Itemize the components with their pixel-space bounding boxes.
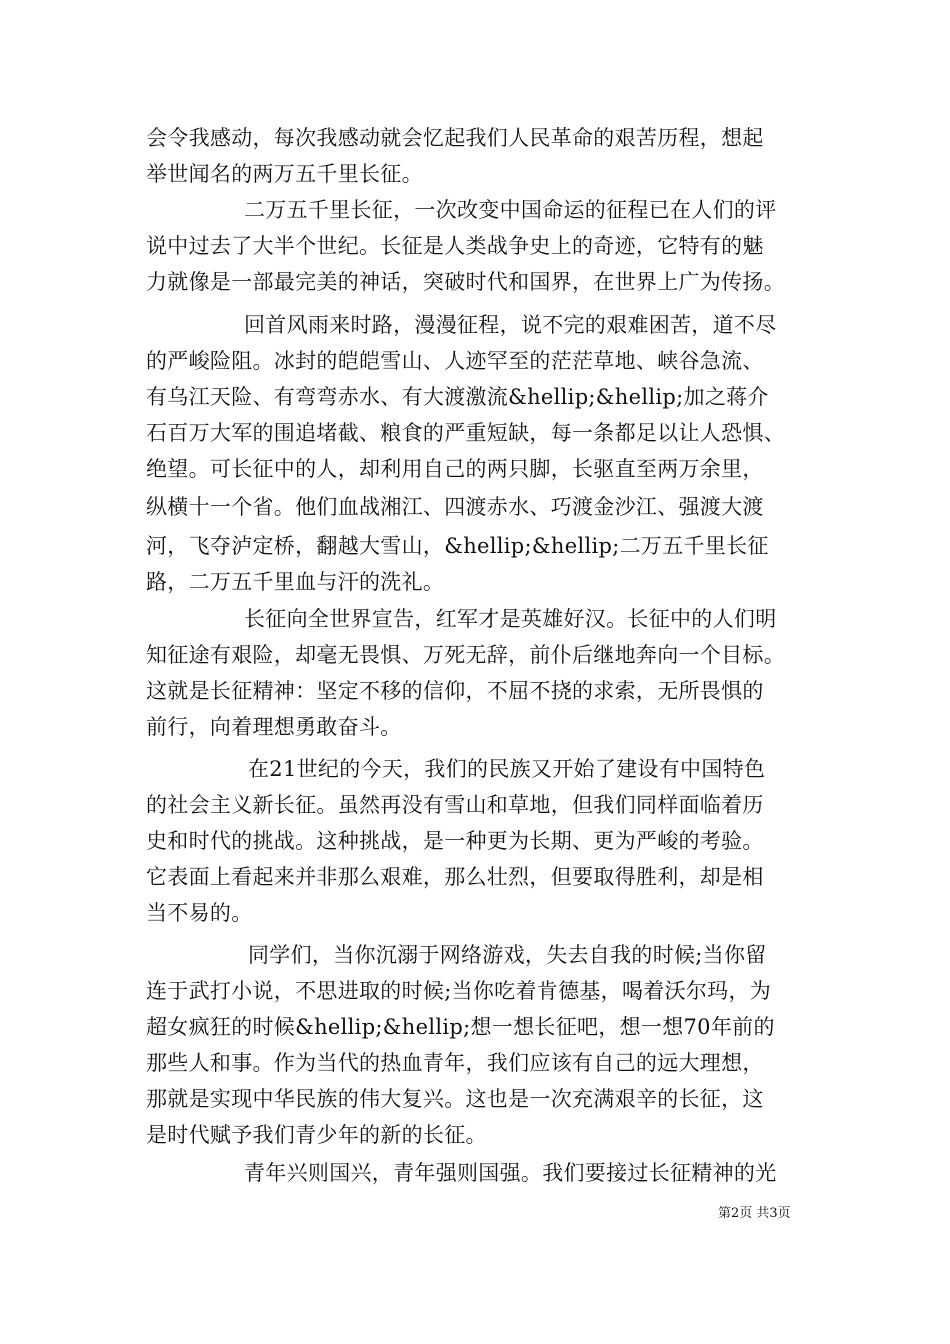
text-line: 回首风雨来时路，漫漫征程，说不完的艰难困苦，道不尽 [244,313,777,337]
text-line: 连于武打小说，不思进取的时候;当你吃着肯德基，喝着沃尔玛，为 [146,979,772,1003]
text-line: 力就像是一部最完美的神话，突破时代和国界，在世界上广为传扬。 [146,270,785,294]
text-line: 河，飞夺泸定桥，翻越大雪山，&hellip;&hellip;二万五千里长征 [146,534,769,558]
text-line: 同学们，当你沉溺于网络游戏，失去自我的时候;当你留 [248,943,767,967]
text-line: 那就是实现中华民族的伟大复兴。这也是一次充满艰辛的长征，这 [146,1087,764,1111]
text-line: 举世闻名的两万五千里长征。 [146,162,423,186]
text-line: 绝望。可长征中的人，却利用自己的两只脚，长驱直至两万余里， [146,457,764,481]
text-line: 说中过去了大半个世纪。长征是人类战争史上的奇迹，它特有的魅 [146,234,764,258]
text-line: 有乌江天险、有弯弯赤水、有大渡激流&hellip;&hellip;加之蒋介 [146,385,769,409]
text-line: 当不易的。 [146,901,253,925]
text-line: 史和时代的挑战。这种挑战，是一种更为长期、更为严峻的考验。 [146,829,764,853]
text-line: 超女疯狂的时候&hellip;&hellip;想一想长征吧，想一想70年前的 [146,1015,775,1039]
text-line: 是时代赋予我们青少年的新的长征。 [146,1123,487,1147]
text-line: 纵横十一个省。他们血战湘江、四渡赤水、巧渡金沙江、强渡大渡 [146,495,764,519]
text-line: 的严峻险阻。冰封的皑皑雪山、人迹罕至的茫茫草地、峡谷急流、 [146,349,764,373]
text-line: 这就是长征精神：坚定不移的信仰，不屈不挠的求索，无所畏惧的 [146,679,764,703]
text-line: 路，二万五千里血与汗的洗礼。 [146,570,445,594]
text-line: 那些人和事。作为当代的热血青年，我们应该有自己的远大理想， [146,1051,764,1075]
text-line: 它表面上看起来并非那么艰难，那么壮烈，但要取得胜利，却是相 [146,865,764,889]
text-line: 石百万大军的围追堵截、粮食的严重短缺，每一条都足以让人恐惧、 [146,421,785,445]
text-line: 会令我感动，每次我感动就会忆起我们人民革命的艰苦历程，想起 [146,126,764,150]
page-number: 第2页 共3页 [718,1206,791,1221]
text-line: 二万五千里长征，一次改变中国命运的征程已在人们的评 [244,198,777,222]
text-line: 前行，向着理想勇敢奋斗。 [146,715,402,739]
text-line: 知征途有艰险，却毫无畏惧、万死无辞，前仆后继地奔向一个目标。 [146,643,785,667]
text-line: 青年兴则国兴，青年强则国强。我们要接过长征精神的光 [244,1161,777,1185]
text-line: 在21世纪的今天，我们的民族又开始了建设有中国特色 [248,757,766,781]
text-line: 的社会主义新长征。虽然再没有雪山和草地，但我们同样面临着历 [146,793,764,817]
text-line: 长征向全世界宣告，红军才是英雄好汉。长征中的人们明 [244,607,777,631]
